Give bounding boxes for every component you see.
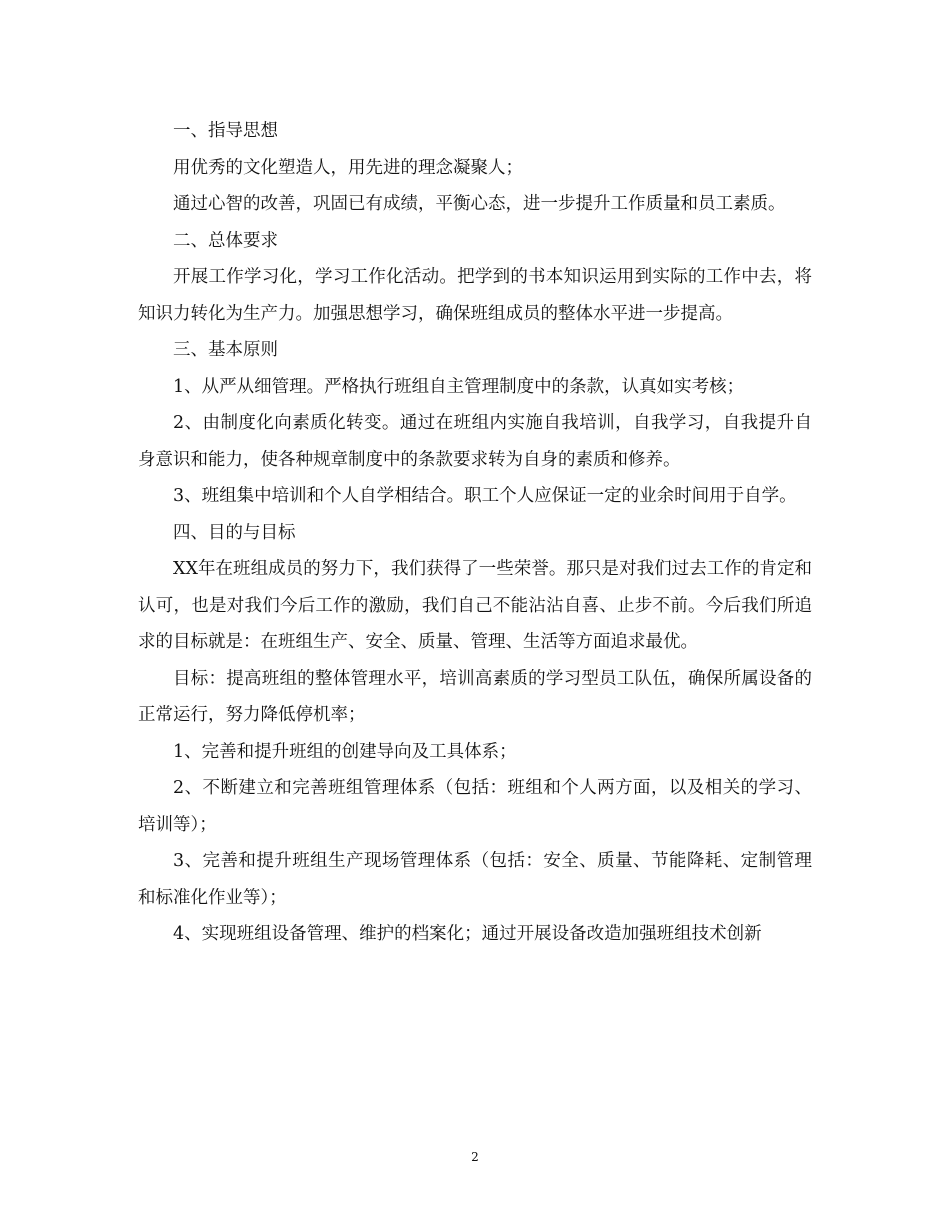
list-item: 2、由制度化向素质化转变。通过在班组内实施自我培训，自我学习，自我提升自身意识和能力，使各种规章制度中的条款要求转为自身的素质和修养。 [138,413,812,470]
document-body [138,113,812,953]
section-heading-purpose-and-goals: 四、目的与目标 [173,522,296,543]
paragraph: 通过心智的改善，巩固已有成绩，平衡心态，进一步提升工作质量和员工素质。 [173,194,786,214]
list-item: 4、实现班组设备管理、维护的档案化；通过开展设备改造加强班组技术创新 [173,924,762,944]
paragraph: 用优秀的文化塑造人，用先进的理念凝聚人； [173,157,523,178]
section-heading-overall-requirements: 二、总体要求 [173,230,278,251]
section-heading-guiding-ideology: 一、指导思想 [173,121,278,141]
list-item: 3、班组集中培训和个人自学相结合。职工个人应保证一定的业余时间用于自学。 [173,486,797,506]
section-heading-basic-principles: 三、基本原则 [173,340,278,360]
list-item: 1、从严从细管理。严格执行班组自主管理制度中的条款，认真如实考核； [173,376,745,397]
paragraph: XX年在班组成员的努力下，我们获得了一些荣誉。那只是对我们过去工作的肯定和认可，也是对我们今后工作的激励，我们自己不能沾沾自喜、止步不前。今后我们所追求的目标就是：在班组生产、安全、质量、管理、生活等方面追求最优。 [138,559,812,652]
paragraph: 目标：提高班组的整体管理水平，培训高素质的学习型员工队伍，确保所属设备的正常运行，努力降低停机率； [138,668,812,725]
list-item: 2、不断建立和完善班组管理体系（包括：班组和个人两方面，以及相关的学习、培训等）； [138,778,812,835]
page-number: 2 [471,1150,479,1164]
list-item: 3、完善和提升班组生产现场管理体系（包括：安全、质量、节能降耗、定制管理和标准化作业等）； [138,851,812,908]
list-item: 1、完善和提升班组的创建导向及工具体系； [173,741,517,762]
paragraph: 开展工作学习化，学习工作化活动。把学到的书本知识运用到实际的工作中去，将知识力转化为生产力。加强思想学习，确保班组成员的整体水平进一步提高。 [138,267,812,324]
